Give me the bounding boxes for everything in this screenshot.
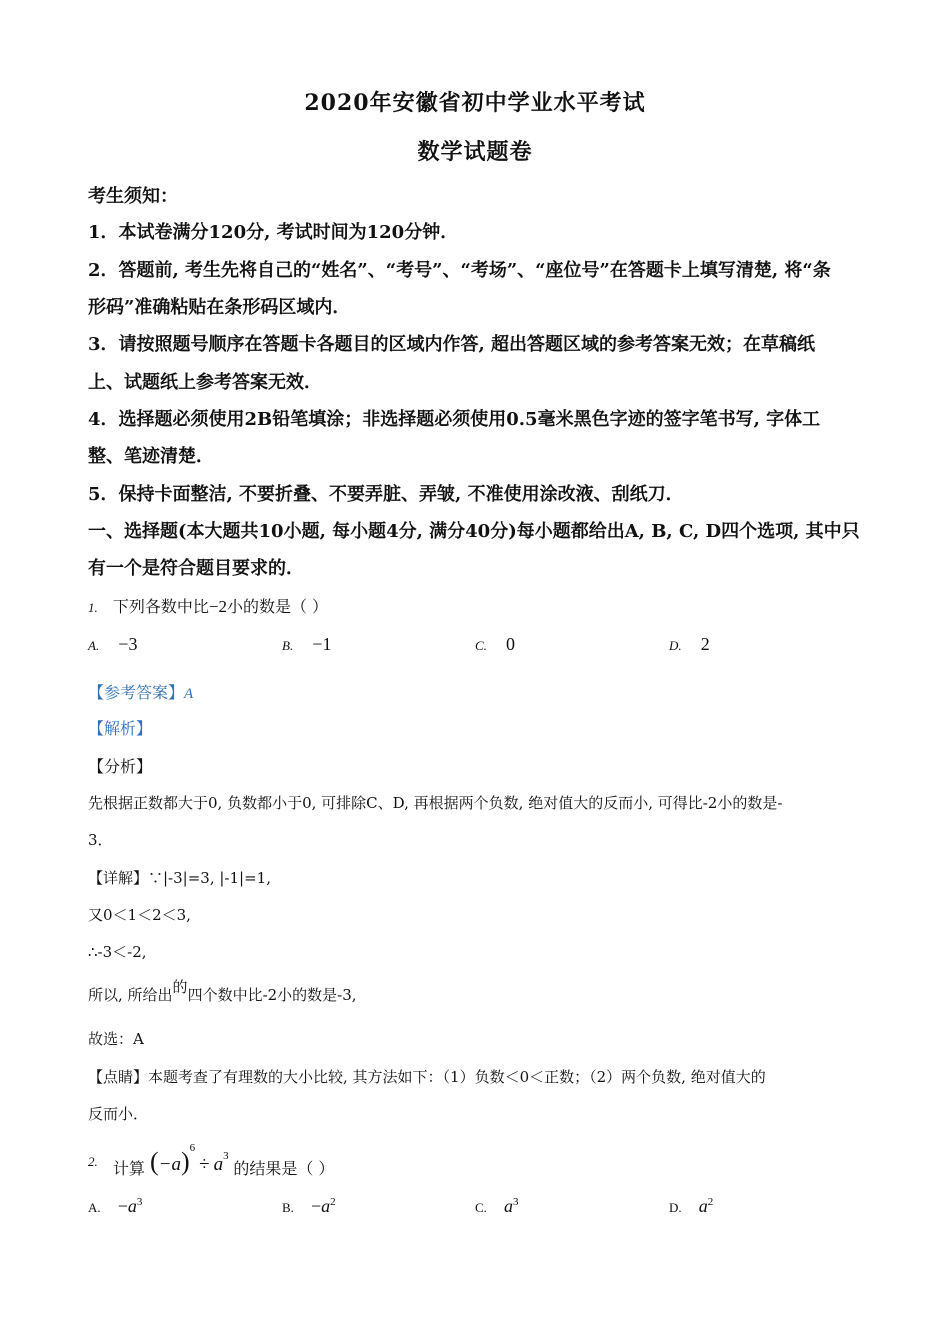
- question-1-value: −2: [208, 597, 227, 616]
- question-1-option-b: [282, 634, 331, 655]
- section-heading-line-1: 一、选择题(本大题共10小题, 每小题4分, 满分40分)每小题都给出A, B, C, D四个选项, 其中只: [88, 521, 860, 542]
- detail-line-1: 【详解】∵|-3|=3, |-1|=1,: [88, 869, 271, 887]
- question-2-text-a: 计算: [112, 1159, 145, 1178]
- detail-line-4-a: 所以, 所给出: [88, 986, 173, 1004]
- question-2-number: 2.: [88, 1154, 98, 1169]
- question-1-number: 1.: [88, 600, 98, 615]
- option-label: B.: [282, 638, 294, 653]
- notice-item-3-line-2: 上、试题纸上参考答案无效．: [88, 372, 322, 393]
- option-value: $a^2$: [698, 1196, 714, 1216]
- fenxi-line-2: 3．: [88, 831, 113, 849]
- answer-tag: 【参考答案】: [88, 683, 185, 702]
- detail-line-4: [88, 978, 357, 1005]
- question-2-stem: [88, 1141, 335, 1178]
- option-value: 2: [700, 634, 710, 654]
- notice-item-2-line-1: 2．答题前, 考生先将自己的“姓名”、“考号”、“考场”、“座位号”在答题卡上填写清楚, 将“条: [88, 260, 831, 281]
- option-value: $a^3$: [504, 1196, 519, 1216]
- option-value: −3: [118, 634, 138, 654]
- option-label: D.: [669, 1200, 682, 1215]
- question-2-text-b: 的结果是（ ）: [233, 1159, 335, 1178]
- option-label: C.: [475, 1200, 487, 1215]
- option-label: C.: [475, 638, 487, 653]
- detail-line-4-de: 的: [172, 978, 188, 996]
- dianjing-line-2: 反而小．: [88, 1105, 149, 1123]
- question-1-text-b: 小的数是（ ）: [226, 597, 329, 616]
- option-label: D.: [669, 638, 682, 653]
- notice-item-2-line-2: 形码”准确粘贴在条形码区域内．: [88, 297, 351, 318]
- option-label: A.: [88, 638, 100, 653]
- question-1-stem: [88, 594, 328, 617]
- page-subtitle: 数学试题卷: [417, 139, 533, 165]
- answer-value: A: [184, 686, 194, 702]
- option-value: $-a^2$: [311, 1196, 336, 1216]
- section-heading-line-2: 有一个是符合题目要求的．: [88, 558, 304, 579]
- notice-heading: 考生须知：: [88, 186, 178, 207]
- detail-line-2: 又0＜1＜2＜3,: [88, 906, 191, 924]
- fenxi-line-1: 先根据正数都大于0, 负数都小于0, 可排除C、D, 再根据两个负数, 绝对值大的反而小, 可得比-2小的数是-: [88, 794, 783, 812]
- page-title: 2020年安徽省初中学业水平考试: [304, 90, 646, 116]
- option-value: $-a^3$: [117, 1196, 143, 1216]
- question-2-option-d: [669, 1196, 713, 1217]
- answer-line: [88, 680, 193, 703]
- option-label: B.: [282, 1200, 294, 1215]
- notice-item-1: 1．本试卷满分120分, 考试时间为120分钟．: [88, 222, 459, 243]
- notice-item-4-line-1: 4．选择题必须使用2B铅笔填涂；非选择题必须使用0.5毫米黑色字迹的签字笔书写, 字体工: [88, 409, 821, 430]
- question-2-expression: $(-a)^6\div a^3$: [149, 1141, 229, 1176]
- question-2-option-a: [88, 1196, 142, 1217]
- analysis-tag: 【解析】: [88, 719, 153, 738]
- notice-item-5: 5．保持卡面整洁, 不要折叠、不要弄脏、弄皱, 不准使用涂改液、刮纸刀．: [88, 484, 684, 505]
- option-value: 0: [506, 634, 516, 654]
- notice-item-3-line-1: 3．请按照题号顺序在答题卡各题目的区域内作答, 超出答题区域的参考答案无效；在草稿纸: [88, 334, 816, 355]
- dianjing-line-1: 【点睛】本题考查了有理数的大小比较, 其方法如下：（1）负数＜0＜正数；（2）两个负数, 绝对值大的: [88, 1068, 766, 1086]
- option-value: −1: [312, 634, 332, 654]
- question-2-option-c: [475, 1196, 519, 1217]
- detail-line-4-b: 四个数中比-2小的数是-3,: [187, 986, 357, 1004]
- notice-item-4-line-2: 整、笔迹清楚．: [88, 446, 214, 467]
- option-label: A.: [88, 1200, 101, 1215]
- question-1-option-a: [88, 634, 137, 655]
- question-2-option-b: [282, 1196, 336, 1217]
- question-1-option-d: [669, 634, 710, 655]
- detail-line-5: 故选：A: [88, 1030, 144, 1048]
- detail-line-3: ∴-3＜-2,: [88, 943, 147, 961]
- question-1-text-a: 下列各数中比: [112, 597, 209, 616]
- fenxi-tag: 【分析】: [88, 757, 153, 776]
- question-1-option-c: [475, 634, 515, 655]
